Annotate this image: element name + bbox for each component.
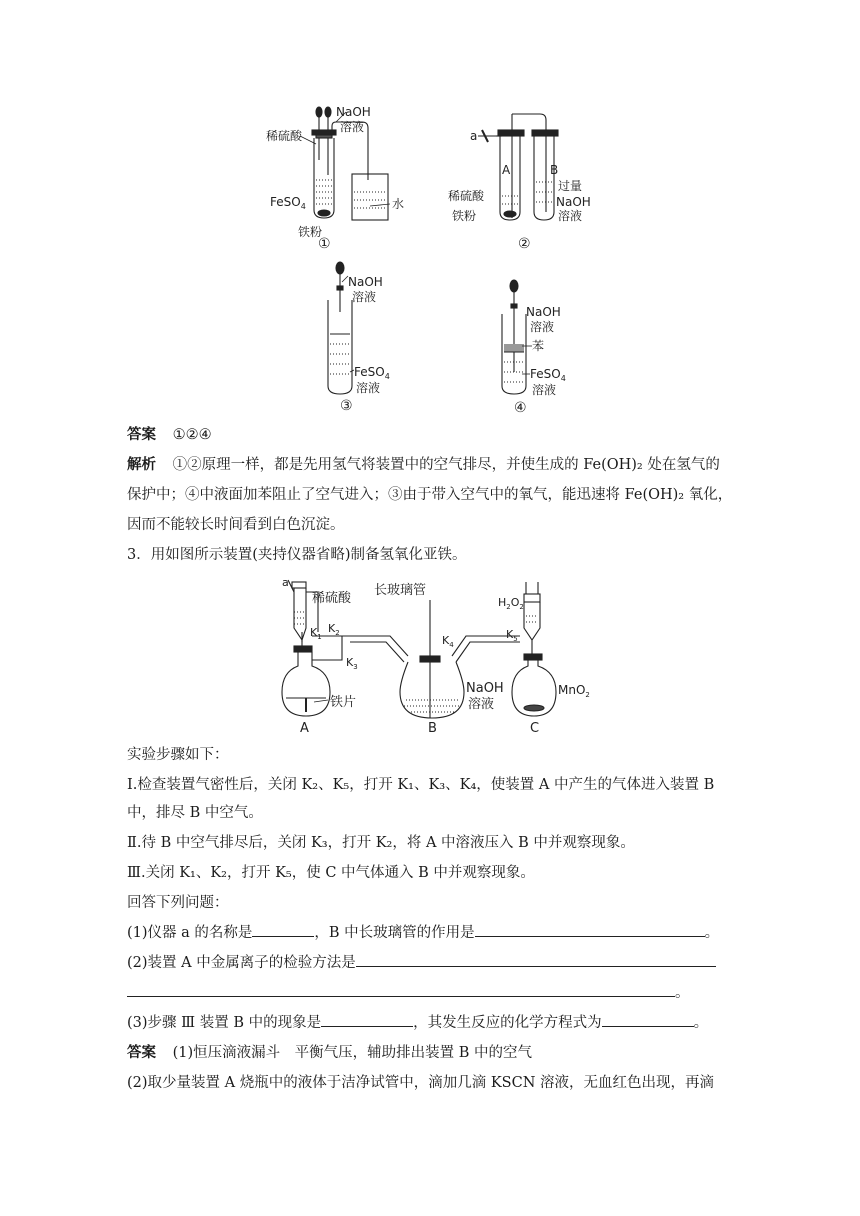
label-mno2: MnO (558, 683, 586, 697)
step-2: Ⅱ.待 B 中空气排尽后，关闭 K₃，打开 K₂，将 A 中溶液压入 B 中并观察现象。 (127, 835, 635, 851)
svg-text:K3: $K_3$ (346, 656, 358, 671)
q1-blank-1[interactable] (252, 922, 314, 937)
label-solution: 溶液 (468, 697, 495, 712)
figure-preparation-apparatus (280, 572, 590, 738)
label-a: a (282, 576, 289, 589)
label-k4: K (442, 634, 450, 647)
analysis-label: 解析 (127, 457, 156, 473)
label-dilute-acid-1: 稀硫酸 (266, 129, 303, 143)
analysis-line-1 (127, 454, 720, 476)
questions-intro: 回答下列问题： (127, 895, 229, 911)
label-solution-4b: 溶液 (532, 383, 557, 397)
answer-2-text-1: (1)恒压滴液漏斗 平衡气压，辅助排出装置 B 中的空气 (172, 1045, 533, 1061)
label-num-2: ② (518, 236, 531, 252)
label-excess-2: 过量 (558, 179, 583, 193)
q2-blank-1[interactable] (356, 952, 716, 967)
label-solution-3: 溶液 (352, 290, 377, 304)
question-3-title: 3．用如图所示装置(夹持仪器省略)制备氢氧化亚铁。 (127, 547, 467, 563)
label-B: B (428, 721, 437, 736)
q2-blank-2[interactable] (127, 982, 675, 997)
svg-text:FeSO4: FeSO$_4$ (354, 365, 390, 381)
label-a-2: a (470, 129, 478, 143)
step-1-line-2: 中，排尽 B 中空气。 (127, 805, 263, 821)
label-water-1: 水 (392, 197, 405, 211)
label-long-glass-tube: 长玻璃管 (374, 583, 427, 598)
step-1-line-1: Ⅰ.检查装置气密性后，关闭 K₂、K₅，打开 K₁、K₃、K₄，使装置 A 中产生的气体进入装置 B (127, 777, 715, 793)
q3-blank-2[interactable] (602, 1012, 694, 1027)
answer-1 (127, 424, 212, 446)
question-2-line-2 (127, 982, 690, 1004)
q3-blank-1[interactable] (321, 1012, 413, 1027)
label-C: C (530, 721, 540, 736)
label-B-2: B (550, 163, 559, 177)
label-k5: K (506, 628, 514, 641)
label-iron-sheet: 铁片 (330, 695, 357, 710)
label-k1: K (310, 626, 318, 639)
q3-text-c: 。 (693, 1015, 709, 1031)
apparatus-2 (448, 114, 591, 252)
label-dilute-acid-2: 稀硫酸 (448, 189, 485, 203)
label-feso4-3: FeSO (354, 365, 385, 379)
q3-text-a: (3)步骤 Ⅲ 装置 B 中的现象是 (127, 1015, 322, 1031)
label-naoh-1: NaOH (336, 105, 371, 119)
svg-text:FeSO4: FeSO$_4$ (530, 367, 566, 383)
flask-C (498, 582, 590, 736)
label-A-2: A (502, 163, 511, 177)
q1-text-c: 。 (704, 925, 720, 941)
label-A: A (300, 721, 309, 736)
question-3 (127, 1012, 708, 1034)
label-solution-4: 溶液 (530, 320, 555, 334)
analysis-text-1: ①②原理一样，都是先用氢气将装置中的空气排尽，并使生成的 Fe(OH)₂ 处在氢气的 (172, 457, 720, 473)
label-dilute-acid: 稀硫酸 (312, 591, 352, 606)
analysis-line-3: 因而不能较长时间看到白色沉淀。 (127, 517, 345, 533)
label-naoh-3: NaOH (348, 275, 383, 289)
label-num-3: ③ (340, 398, 353, 414)
svg-text:K2: $K_2$ (328, 622, 340, 637)
answer-2-line-1 (127, 1042, 532, 1064)
q3-text-b: ，其发生反应的化学方程式为 (413, 1015, 602, 1031)
analysis-line-2: 保护中；④中液面加苯阻止了空气进入；③由于带入空气中的氧气，能迅速将 Fe(OH)₂ 氧化， (127, 487, 733, 503)
svg-text:K5: $K_5$ (506, 628, 518, 643)
step-3: Ⅲ.关闭 K₁、K₂，打开 K₅，使 C 中气体通入 B 中并观察现象。 (127, 865, 535, 881)
label-feso4-4: FeSO (530, 367, 561, 381)
flask-B (374, 582, 507, 736)
svg-text:K4: $K_4$ (442, 634, 454, 649)
label-h2o2: H (498, 596, 507, 609)
svg-text:H2O2: $H_2O_2$ (498, 596, 524, 611)
question-2-line-1 (127, 952, 716, 974)
label-naoh-2: NaOH (556, 195, 591, 209)
flask-A (282, 576, 358, 736)
answer-label-2: 答案 (127, 1045, 156, 1061)
svg-text:FeSO4: FeSO$_4$ (270, 195, 306, 211)
label-feso4-1: FeSO (270, 195, 301, 209)
apparatus-1 (266, 105, 404, 252)
apparatus-3 (328, 262, 390, 414)
answer-2-line-2: (2)取少量装置 A 烧瓶中的液体于洁净试管中，滴加几滴 KSCN 溶液，无血红色出现，再滴 (127, 1075, 714, 1091)
q1-text-b: ，B 中长玻璃管的作用是 (314, 925, 475, 941)
label-k3: K (346, 656, 354, 669)
q1-text-a: (1)仪器 a 的名称是 (127, 925, 253, 941)
q2-text-a: (2)装置 A 中金属离子的检验方法是 (127, 955, 356, 971)
label-benzene-4: 苯 (532, 339, 545, 353)
label-solution-1: 溶液 (340, 120, 365, 134)
figure-ferrous-hydroxide-apparatus (260, 100, 600, 418)
answer-text-1: ①②④ (172, 427, 212, 443)
label-solution-2: 溶液 (558, 209, 583, 223)
label-naoh-4: NaOH (526, 305, 561, 319)
question-1 (127, 922, 719, 944)
label-k2: K (328, 622, 336, 635)
label-num-4: ④ (514, 400, 527, 416)
svg-text:K1: $K_1$ (310, 626, 322, 641)
q2-text-c: 。 (675, 985, 690, 1001)
apparatus-4 (502, 280, 566, 416)
label-naoh: NaOH (466, 681, 504, 696)
label-solution-3b: 溶液 (356, 381, 381, 395)
label-iron-powder-1: 铁粉 (298, 225, 323, 239)
answer-label-1: 答案 (127, 427, 156, 443)
q1-blank-2[interactable] (475, 922, 705, 937)
svg-text:MnO2: MnO$_2$ (558, 683, 590, 699)
steps-intro: 实验步骤如下： (127, 747, 229, 763)
label-iron-powder-2: 铁粉 (452, 209, 477, 223)
label-num-1: ① (318, 236, 331, 252)
